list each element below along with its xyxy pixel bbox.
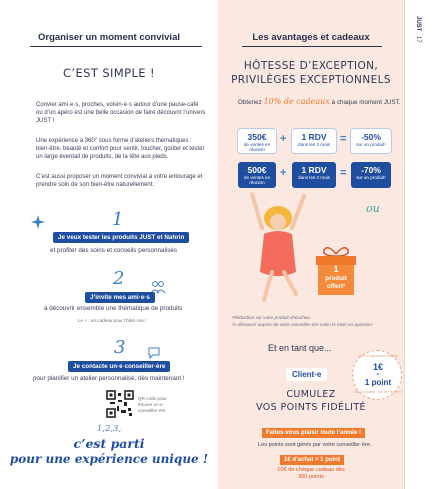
intro-paragraph-2: Une expérience à 360° sous forme d’ateliers thématiques : bien-être, beauté et confort pour sentir, toucher, goûter et tester un large éventail de produits, de la tête aux pieds. [36, 138, 205, 160]
obtain-line [238, 97, 401, 106]
right-title-rule [242, 46, 382, 47]
closing-line-3: pour une expérience unique ! [9, 452, 209, 466]
step-1-pill: Je veux tester les produits JUST et Nahrin [53, 232, 189, 243]
step-3-pill: Je contacte un·e conseiller·ère [68, 361, 170, 372]
row2-discount-sub: sur un produit¹ [356, 175, 386, 180]
row1-discount-box [351, 129, 391, 153]
row1-discount-value: -50% [361, 132, 381, 142]
equals-icon: = [340, 133, 347, 145]
qr-caption: QR code pour trouver un·e conseiller·ère [138, 396, 167, 413]
badge-euro: 1€ [372, 362, 383, 372]
badge-top-text: Mon programme fidélité [358, 354, 398, 358]
page-number: 17 [415, 36, 421, 43]
row2-rdv-sub: dans les 3 mois [298, 175, 330, 180]
gift-box [314, 244, 358, 296]
row1-rdv-value: 1 RDV [301, 132, 327, 142]
client-label: Client·e [286, 368, 327, 381]
plus-icon: + [280, 133, 287, 145]
row2-sales-box [238, 162, 276, 188]
footnote-1: ¹Réduction sur votre produit chouchou [232, 315, 310, 320]
left-headline: C’EST SIMPLE ! [62, 66, 156, 80]
equals-icon: = [340, 167, 347, 179]
tag-enjoy: Faites-vous plaisir toute l’année ! [262, 428, 365, 438]
tag-euro-point: 1€ d’achat = 1 point [280, 455, 344, 465]
step-1-text: et profiter des soins et conseils personnalisés [50, 247, 178, 254]
badge-bottom-text: dès 300 points · 10€ de Ristourne [354, 390, 402, 394]
row1-sales-value: 350€ [247, 132, 267, 142]
brand-label: JUST [415, 16, 421, 32]
right-headline-1: HÔTESSE D’EXCEPTION, [243, 60, 379, 72]
step-3-number: 3 [114, 337, 126, 358]
row2-discount-value: -70% [361, 165, 381, 175]
page-side-strip [404, 0, 438, 489]
left-title-rule [30, 46, 202, 47]
obtain-post: à chaque moment JUST. [331, 99, 401, 106]
chat-icon [147, 346, 161, 360]
left-section-title: Organiser un moment convivial [37, 32, 180, 43]
badge-point: 1 point [364, 378, 392, 387]
intro-paragraph-1: Convier ami·e·s, proches, voisin·e·s autour d’une pause-café ou d’un apéro est une belle occasion de faire découvrir l’univers JUST ! [36, 102, 206, 124]
loyalty-badge [352, 350, 402, 400]
step-2-number: 2 [113, 268, 125, 289]
obtain-highlight: 10% de cadeaux [263, 97, 330, 106]
row1-sales-sub: de ventes en réunion [243, 142, 271, 152]
right-headline-2: PRIVILÈGES EXCEPTIONNELS [231, 74, 391, 86]
step-2-text: à découvrir ensemble une thématique de produits [44, 305, 183, 312]
row2-sales-value: 500€ [247, 165, 267, 175]
row2-discount-box [351, 162, 391, 188]
row1-rdv-sub: dans les 3 mois [298, 142, 330, 147]
row2-sales-sub: de ventes en réunion [243, 175, 271, 185]
row2-rdv-value: 1 RDV [301, 165, 327, 175]
or-text: ou [366, 202, 380, 215]
en-tant-que: Et en tant que... [268, 343, 332, 353]
plus-icon: + [280, 167, 287, 179]
gift-label: produit [325, 275, 347, 282]
right-column [218, 0, 404, 489]
right-section-title: Les avantages et cadeaux [252, 32, 370, 43]
points-heading: VOS POINTS FIDÉLITÉ [256, 402, 366, 413]
closing-line-2: c’est parti [73, 436, 145, 451]
row1-sales-box [238, 129, 276, 153]
row1-discount-sub: sur un produit¹ [356, 142, 386, 147]
note-voucher: 10€ de chèque cadeau dès 300 points [277, 467, 345, 480]
row2-rdv-box [292, 162, 336, 188]
left-column [0, 0, 218, 489]
closing-line-1: 1,2,3, [96, 424, 122, 434]
step-2-pill: J’invite mes ami·e·s [85, 292, 155, 303]
gift-offered: offert² [326, 283, 346, 290]
step-3-text: pour planifier un atelier personnalisé, dès maintenant ! [33, 375, 185, 382]
row1-rdv-box [292, 129, 336, 153]
step-2-note: Le + : un cadeau pour l’hôte·sse ! [78, 318, 147, 323]
intro-paragraph-3: C’est aussi proposer un moment convivial à votre entourage et prendre soin de son bien-être naturellement. [36, 174, 203, 188]
cumulez-heading: CUMULEZ [286, 389, 336, 400]
sparkle-icon [31, 215, 45, 229]
happy-hostess-illustration [232, 188, 322, 304]
footnote-2: ²A découvrir auprès de votre conseiller·ère selon le mois en question. [232, 322, 374, 327]
note-points-managed: Les points sont gérés par votre conseiller·ère. [258, 442, 372, 448]
step-1-number: 1 [112, 209, 124, 230]
qr-code[interactable] [106, 390, 134, 418]
gift-count: 1 [333, 264, 339, 274]
badge-equals: = [376, 372, 380, 378]
obtain-pre: Obtenez [238, 99, 262, 106]
